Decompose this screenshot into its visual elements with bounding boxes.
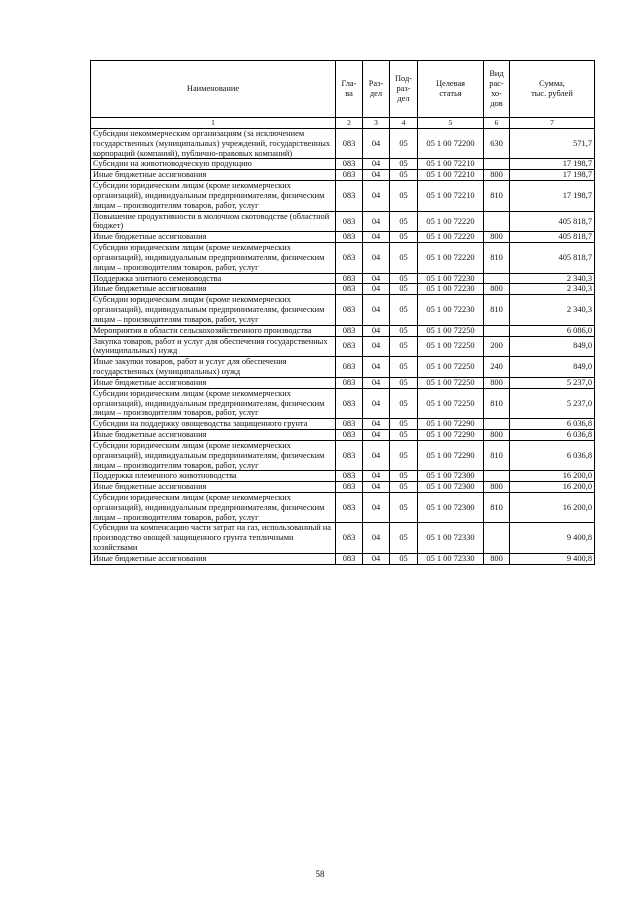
column-number: 4	[390, 118, 418, 129]
cell-name: Иные бюджетные ассигнования	[91, 430, 336, 441]
cell-glava: 083	[336, 430, 363, 441]
cell-razdel: 04	[363, 170, 390, 181]
cell-sum: 405 818,7	[510, 211, 595, 232]
table-row	[91, 388, 595, 418]
cell-target: 05 1 00 72210	[418, 170, 484, 181]
cell-vid	[484, 273, 510, 284]
header-row	[91, 61, 595, 118]
cell-sum: 5 237,0	[510, 377, 595, 388]
cell-sum: 6 086,0	[510, 325, 595, 336]
cell-vid: 630	[484, 129, 510, 159]
cell-target: 05 1 00 72230	[418, 284, 484, 295]
cell-vid: 800	[484, 377, 510, 388]
cell-target: 05 1 00 72250	[418, 325, 484, 336]
header-name: Наименование	[91, 61, 336, 118]
cell-vid: 800	[484, 170, 510, 181]
cell-name: Закупка товаров, работ и услуг для обеспечения государственных (муниципальных) нужд	[91, 336, 336, 357]
cell-vid: 200	[484, 336, 510, 357]
cell-target: 05 1 00 72290	[418, 430, 484, 441]
cell-target: 05 1 00 72230	[418, 295, 484, 325]
header-podrazdel: Под- раз- дел	[390, 61, 418, 118]
header-glava: Гла- ва	[336, 61, 363, 118]
cell-glava: 083	[336, 523, 363, 553]
cell-glava: 083	[336, 471, 363, 482]
cell-name: Повышение продуктивности в молочном скотоводстве (областной бюджет)	[91, 211, 336, 232]
cell-glava: 083	[336, 388, 363, 418]
cell-vid: 800	[484, 232, 510, 243]
cell-vid: 240	[484, 357, 510, 378]
cell-target: 05 1 00 72330	[418, 553, 484, 564]
cell-razdel: 04	[363, 243, 390, 273]
cell-name: Поддержка племенного животноводства	[91, 471, 336, 482]
cell-podrazdel: 05	[390, 295, 418, 325]
cell-vid: 810	[484, 243, 510, 273]
cell-vid: 810	[484, 492, 510, 522]
table-row	[91, 357, 595, 378]
cell-glava: 083	[336, 357, 363, 378]
cell-name: Субсидии некоммерческим организациям (за исключением государственных (муниципальных) учреждений, государственных корпораций (компаний), публично-правовых компаний)	[91, 129, 336, 159]
table-row	[91, 159, 595, 170]
cell-name: Иные бюджетные ассигнования	[91, 232, 336, 243]
cell-target: 05 1 00 72300	[418, 492, 484, 522]
cell-podrazdel: 05	[390, 170, 418, 181]
cell-vid	[484, 419, 510, 430]
cell-target: 05 1 00 72220	[418, 243, 484, 273]
cell-vid	[484, 325, 510, 336]
cell-razdel: 04	[363, 492, 390, 522]
table-row	[91, 553, 595, 564]
header-target: Целевая статья	[418, 61, 484, 118]
cell-sum: 405 818,7	[510, 232, 595, 243]
cell-razdel: 04	[363, 377, 390, 388]
table-row	[91, 181, 595, 211]
table-row	[91, 336, 595, 357]
cell-podrazdel: 05	[390, 284, 418, 295]
cell-name: Иные бюджетные ассигнования	[91, 482, 336, 493]
table-row	[91, 170, 595, 181]
cell-razdel: 04	[363, 388, 390, 418]
cell-sum: 849,0	[510, 336, 595, 357]
cell-glava: 083	[336, 482, 363, 493]
cell-sum: 16 200,0	[510, 492, 595, 522]
cell-sum: 9 400,8	[510, 523, 595, 553]
cell-sum: 5 237,0	[510, 388, 595, 418]
cell-podrazdel: 05	[390, 243, 418, 273]
cell-target: 05 1 00 72250	[418, 377, 484, 388]
cell-podrazdel: 05	[390, 325, 418, 336]
cell-target: 05 1 00 72290	[418, 419, 484, 430]
column-number: 6	[484, 118, 510, 129]
column-number: 2	[336, 118, 363, 129]
cell-target: 05 1 00 72250	[418, 336, 484, 357]
cell-podrazdel: 05	[390, 129, 418, 159]
cell-glava: 083	[336, 336, 363, 357]
column-number: 7	[510, 118, 595, 129]
cell-name: Субсидии на компенсацию части затрат на газ, использованный на производство овощей защищенного грунта тепличными хозяйствами	[91, 523, 336, 553]
header-razdel: Раз- дел	[363, 61, 390, 118]
table-row	[91, 482, 595, 493]
cell-glava: 083	[336, 129, 363, 159]
cell-vid: 810	[484, 181, 510, 211]
cell-target: 05 1 00 72330	[418, 523, 484, 553]
cell-vid	[484, 523, 510, 553]
cell-razdel: 04	[363, 440, 390, 470]
cell-razdel: 04	[363, 273, 390, 284]
cell-target: 05 1 00 72210	[418, 181, 484, 211]
cell-sum: 2 340,3	[510, 295, 595, 325]
cell-vid: 800	[484, 284, 510, 295]
cell-glava: 083	[336, 295, 363, 325]
cell-sum: 849,0	[510, 357, 595, 378]
cell-glava: 083	[336, 243, 363, 273]
cell-razdel: 04	[363, 357, 390, 378]
cell-razdel: 04	[363, 430, 390, 441]
cell-vid: 810	[484, 388, 510, 418]
budget-table	[90, 60, 595, 565]
cell-name: Субсидии юридическим лицам (кроме некоммерческих организаций), индивидуальным предпринимателям, физическим лицам – производителям товаров, работ, услуг	[91, 388, 336, 418]
cell-glava: 083	[336, 325, 363, 336]
header-vid: Вид рас- хо- дов	[484, 61, 510, 118]
table-body	[91, 129, 595, 565]
cell-vid	[484, 159, 510, 170]
table-row	[91, 419, 595, 430]
cell-razdel: 04	[363, 232, 390, 243]
table-row	[91, 129, 595, 159]
cell-podrazdel: 05	[390, 181, 418, 211]
cell-glava: 083	[336, 232, 363, 243]
cell-glava: 083	[336, 211, 363, 232]
cell-razdel: 04	[363, 523, 390, 553]
cell-target: 05 1 00 72200	[418, 129, 484, 159]
table-row	[91, 523, 595, 553]
cell-razdel: 04	[363, 325, 390, 336]
cell-target: 05 1 00 72220	[418, 211, 484, 232]
table-row	[91, 284, 595, 295]
table-row	[91, 232, 595, 243]
cell-name: Иные бюджетные ассигнования	[91, 377, 336, 388]
cell-sum: 2 340,3	[510, 284, 595, 295]
cell-glava: 083	[336, 492, 363, 522]
cell-podrazdel: 05	[390, 482, 418, 493]
cell-glava: 083	[336, 159, 363, 170]
header-sum: Сумма, тыс. рублей	[510, 61, 595, 118]
cell-name: Мероприятия в области сельскохозяйственного производства	[91, 325, 336, 336]
cell-glava: 083	[336, 553, 363, 564]
cell-sum: 17 198,7	[510, 159, 595, 170]
cell-razdel: 04	[363, 482, 390, 493]
table-row	[91, 273, 595, 284]
cell-name: Иные закупки товаров, работ и услуг для обеспечения государственных (муниципальных) нужд	[91, 357, 336, 378]
column-number: 1	[91, 118, 336, 129]
cell-name: Субсидии юридическим лицам (кроме некоммерческих организаций), индивидуальным предпринимателям, физическим лицам – производителям товаров, работ, услуг	[91, 295, 336, 325]
table-row	[91, 325, 595, 336]
cell-glava: 083	[336, 170, 363, 181]
column-number: 5	[418, 118, 484, 129]
cell-razdel: 04	[363, 181, 390, 211]
column-number-row	[91, 118, 595, 129]
cell-podrazdel: 05	[390, 492, 418, 522]
cell-vid: 800	[484, 430, 510, 441]
cell-podrazdel: 05	[390, 336, 418, 357]
cell-glava: 083	[336, 284, 363, 295]
cell-target: 05 1 00 72220	[418, 232, 484, 243]
cell-name: Иные бюджетные ассигнования	[91, 553, 336, 564]
cell-name: Субсидии на поддержку овощеводства защищенного грунта	[91, 419, 336, 430]
cell-vid	[484, 211, 510, 232]
cell-sum: 571,7	[510, 129, 595, 159]
cell-target: 05 1 00 72300	[418, 482, 484, 493]
cell-razdel: 04	[363, 211, 390, 232]
cell-glava: 083	[336, 419, 363, 430]
table-row	[91, 440, 595, 470]
cell-target: 05 1 00 72210	[418, 159, 484, 170]
cell-sum: 16 200,0	[510, 471, 595, 482]
cell-target: 05 1 00 72250	[418, 388, 484, 418]
cell-sum: 6 036,8	[510, 430, 595, 441]
cell-razdel: 04	[363, 336, 390, 357]
cell-name: Субсидии на животноводческую продукцию	[91, 159, 336, 170]
cell-podrazdel: 05	[390, 377, 418, 388]
cell-glava: 083	[336, 377, 363, 388]
cell-vid: 800	[484, 482, 510, 493]
cell-sum: 2 340,3	[510, 273, 595, 284]
cell-name: Субсидии юридическим лицам (кроме некоммерческих организаций), индивидуальным предпринимателям, физическим лицам – производителям товаров, работ, услуг	[91, 243, 336, 273]
column-number: 3	[363, 118, 390, 129]
cell-podrazdel: 05	[390, 471, 418, 482]
cell-razdel: 04	[363, 295, 390, 325]
table-row	[91, 377, 595, 388]
cell-vid: 810	[484, 440, 510, 470]
cell-razdel: 04	[363, 419, 390, 430]
cell-sum: 17 198,7	[510, 181, 595, 211]
cell-sum: 405 818,7	[510, 243, 595, 273]
cell-razdel: 04	[363, 159, 390, 170]
cell-vid: 810	[484, 295, 510, 325]
cell-name: Иные бюджетные ассигнования	[91, 284, 336, 295]
cell-target: 05 1 00 72230	[418, 273, 484, 284]
cell-razdel: 04	[363, 553, 390, 564]
table-row	[91, 430, 595, 441]
cell-razdel: 04	[363, 129, 390, 159]
cell-razdel: 04	[363, 284, 390, 295]
cell-sum: 9 400,8	[510, 553, 595, 564]
cell-podrazdel: 05	[390, 523, 418, 553]
cell-podrazdel: 05	[390, 273, 418, 284]
cell-sum: 6 036,8	[510, 419, 595, 430]
cell-name: Иные бюджетные ассигнования	[91, 170, 336, 181]
cell-name: Субсидии юридическим лицам (кроме некоммерческих организаций), индивидуальным предпринимателям, физическим лицам – производителям товаров, работ, услуг	[91, 181, 336, 211]
cell-glava: 083	[336, 440, 363, 470]
cell-glava: 083	[336, 273, 363, 284]
table-row	[91, 243, 595, 273]
cell-vid: 800	[484, 553, 510, 564]
cell-sum: 6 036,8	[510, 440, 595, 470]
cell-target: 05 1 00 72250	[418, 357, 484, 378]
cell-name: Поддержка элитного семеноводства	[91, 273, 336, 284]
cell-sum: 17 198,7	[510, 170, 595, 181]
cell-podrazdel: 05	[390, 430, 418, 441]
table-row	[91, 471, 595, 482]
page-number: 58	[315, 869, 325, 879]
cell-podrazdel: 05	[390, 232, 418, 243]
cell-glava: 083	[336, 181, 363, 211]
cell-podrazdel: 05	[390, 211, 418, 232]
cell-podrazdel: 05	[390, 440, 418, 470]
cell-podrazdel: 05	[390, 388, 418, 418]
cell-target: 05 1 00 72300	[418, 471, 484, 482]
cell-target: 05 1 00 72290	[418, 440, 484, 470]
cell-podrazdel: 05	[390, 419, 418, 430]
cell-vid	[484, 471, 510, 482]
cell-podrazdel: 05	[390, 553, 418, 564]
cell-name: Субсидии юридическим лицам (кроме некоммерческих организаций), индивидуальным предпринимателям, физическим лицам – производителям товаров, работ, услуг	[91, 492, 336, 522]
cell-name: Субсидии юридическим лицам (кроме некоммерческих организаций), индивидуальным предпринимателям, физическим лицам – производителям товаров, работ, услуг	[91, 440, 336, 470]
table-row	[91, 295, 595, 325]
cell-sum: 16 200,0	[510, 482, 595, 493]
cell-razdel: 04	[363, 471, 390, 482]
cell-podrazdel: 05	[390, 159, 418, 170]
table-row	[91, 211, 595, 232]
table-row	[91, 492, 595, 522]
cell-podrazdel: 05	[390, 357, 418, 378]
